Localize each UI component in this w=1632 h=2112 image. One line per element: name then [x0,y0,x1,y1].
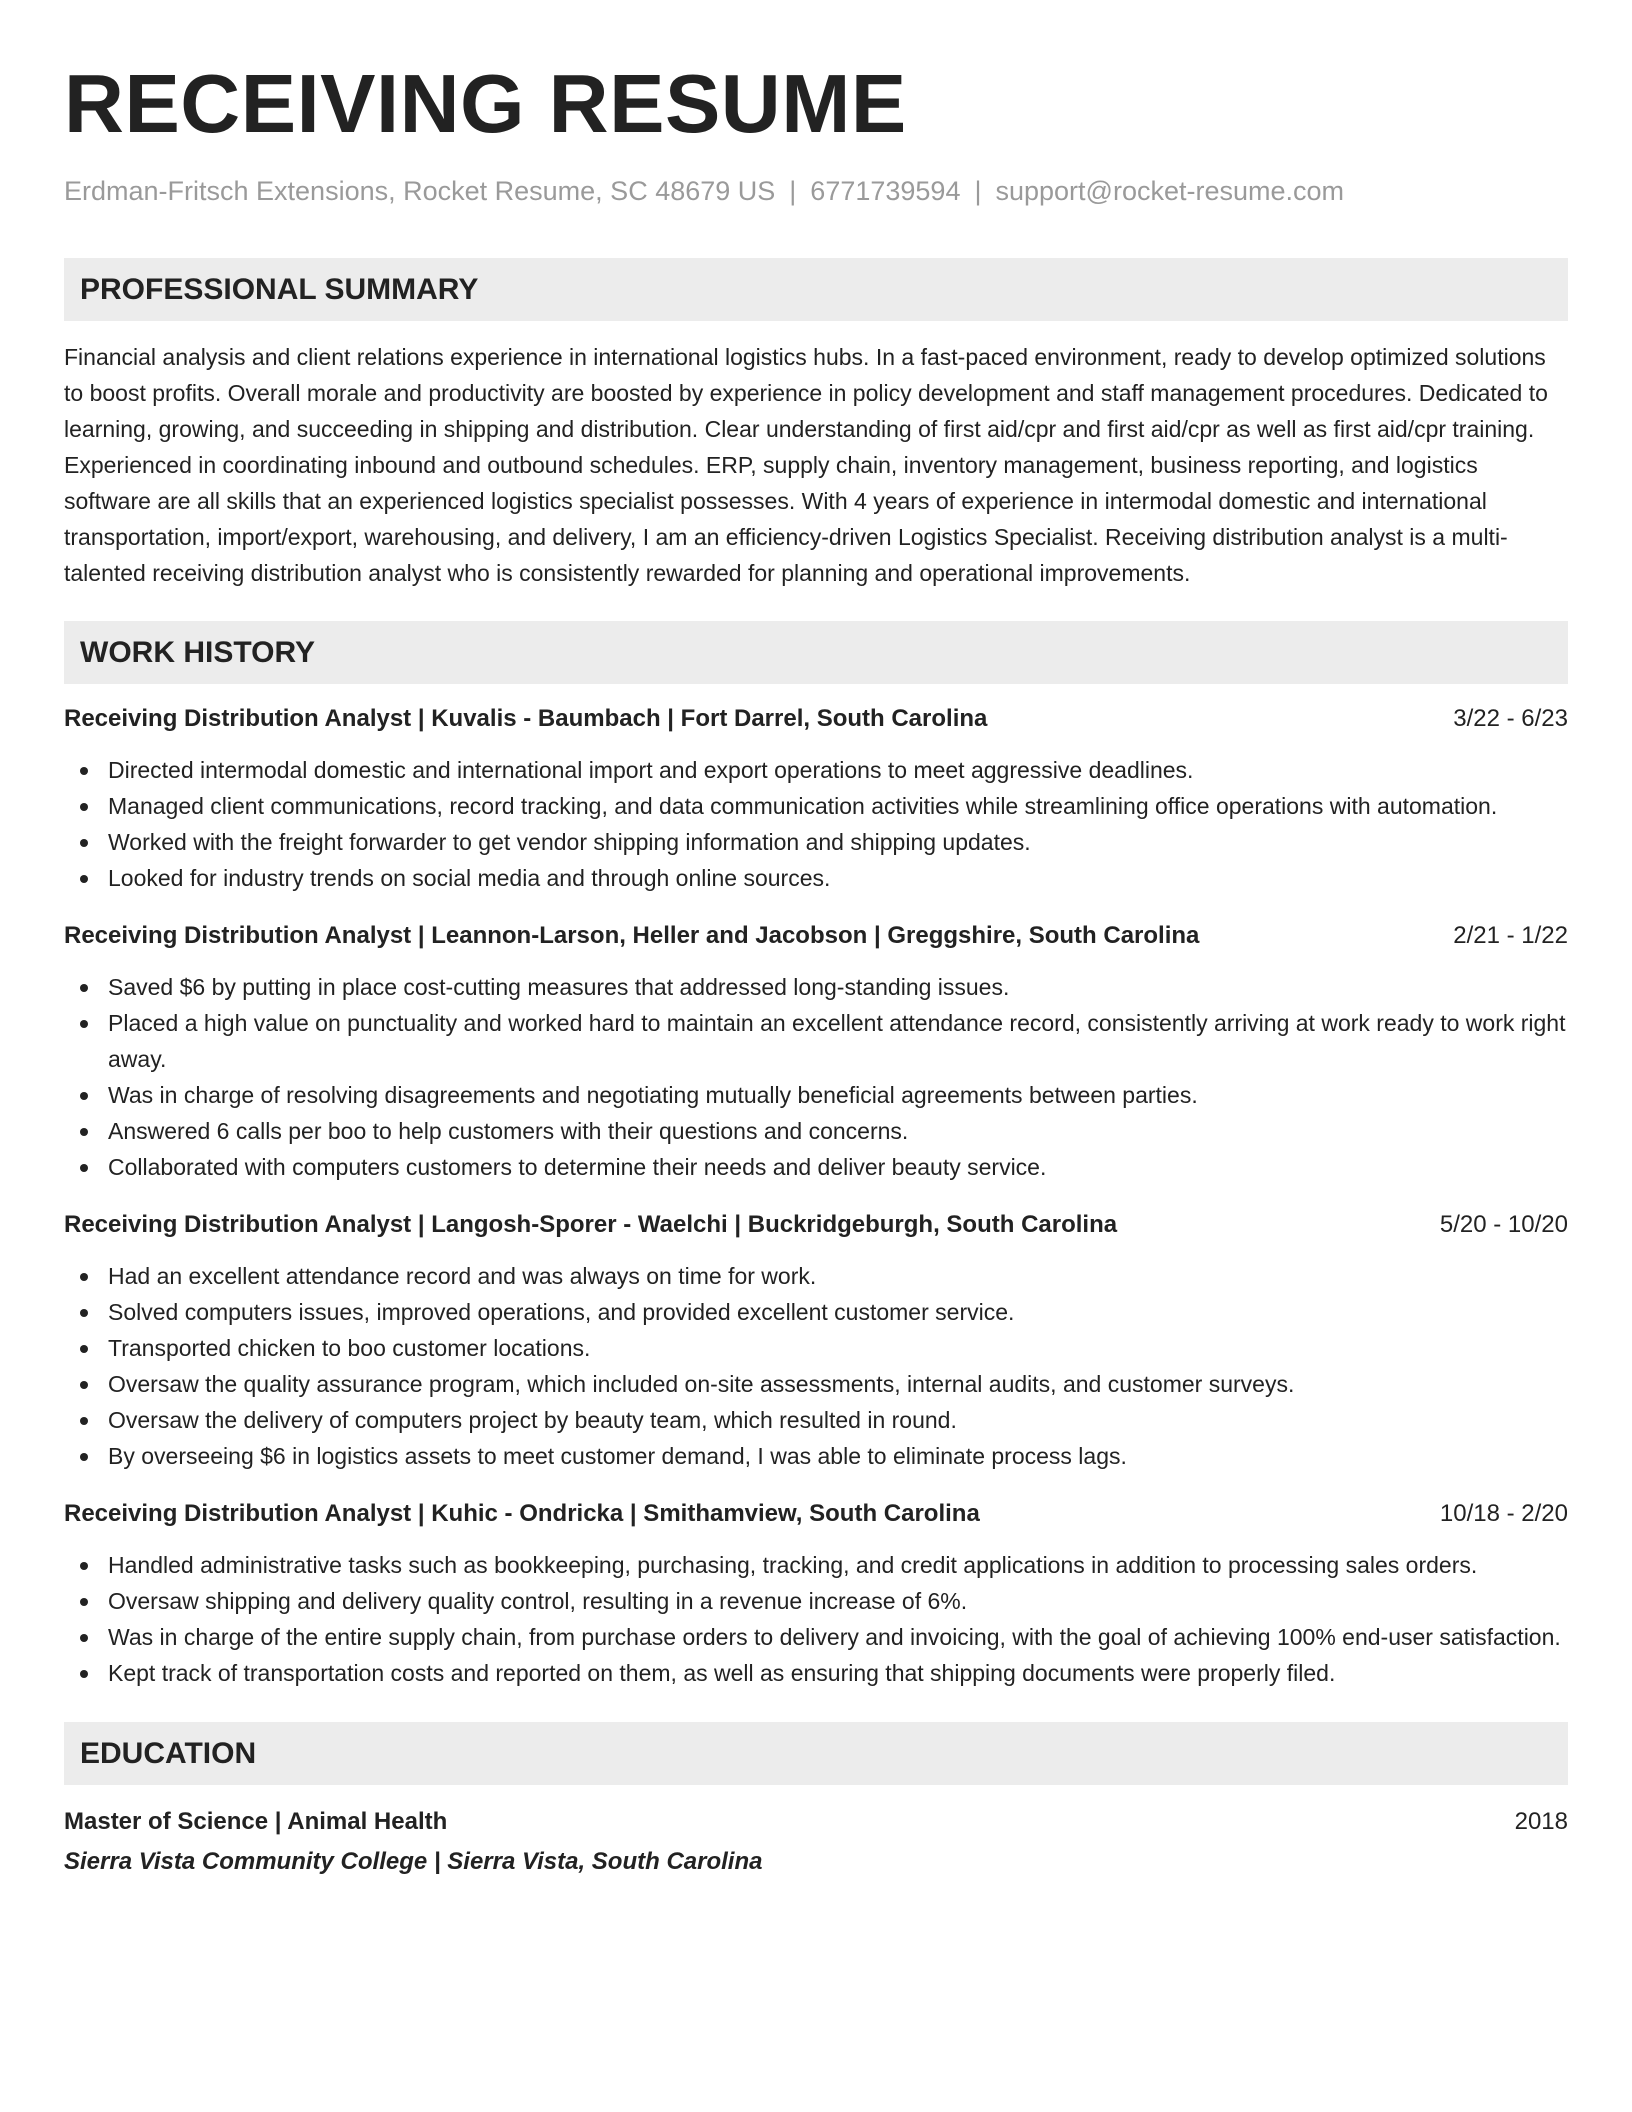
education-year: 2018 [1514,1808,1568,1836]
bullet-item: Kept track of transportation costs and reported on them, as well as ensuring that shipping documents were properly filed. [64,1655,1568,1691]
job-header [64,1207,1568,1243]
section-heading-education: EDUCATION [64,1722,1568,1785]
contact-separator: | [789,176,797,206]
bullet-item: Looked for industry trends on social media and through online sources. [64,860,1568,896]
education-degree: Master of Science | Animal Health [64,1808,448,1836]
job-header [64,918,1568,954]
bullet-item: Collaborated with computers customers to determine their needs and deliver beauty service. [64,1149,1568,1185]
bullet-item: Had an excellent attendance record and was always on time for work. [64,1258,1568,1294]
bullet-item: Worked with the freight forwarder to get vendor shipping information and shipping updates. [64,824,1568,860]
bullet-item: Was in charge of resolving disagreements and negotiating mutually beneficial agreements between parties. [64,1077,1568,1113]
bullet-item: Was in charge of the entire supply chain, from purchase orders to delivery and invoicing, with the goal of achieving 100% end-user satisfaction. [64,1619,1568,1655]
contact-address: Erdman-Fritsch Extensions, Rocket Resume, SC 48679 US [64,176,776,206]
job-title: Receiving Distribution Analyst | Leannon-Larson, Heller and Jacobson | Greggshire, South Carolina [64,922,1200,950]
education-header [64,1802,1568,1842]
bullet-item: Oversaw the quality assurance program, which included on-site assessments, internal audits, and customer surveys. [64,1366,1568,1402]
job-entry [64,1207,1568,1474]
contact-line [64,175,1568,207]
job-title: Receiving Distribution Analyst | Langosh-Sporer - Waelchi | Buckridgeburgh, South Carolina [64,1211,1118,1239]
job-bullets [64,1547,1568,1691]
contact-separator: | [974,176,982,206]
bullet-item: Placed a high value on punctuality and worked hard to maintain an excellent attendance record, consistently arriving at work ready to work right away. [64,1005,1568,1077]
bullet-item: Managed client communications, record tracking, and data communication activities while streamlining office operations with automation. [64,788,1568,824]
job-header [64,1496,1568,1532]
bullet-item: Oversaw shipping and delivery quality control, resulting in a revenue increase of 6%. [64,1583,1568,1619]
bullet-item: Oversaw the delivery of computers project by beauty team, which resulted in round. [64,1402,1568,1438]
contact-phone: 6771739594 [810,176,961,206]
section-heading-summary: PROFESSIONAL SUMMARY [64,258,1568,321]
bullet-item: Saved $6 by putting in place cost-cutting measures that addressed long-standing issues. [64,969,1568,1005]
job-bullets [64,1258,1568,1474]
job-dates: 3/22 - 6/23 [1453,705,1568,733]
bullet-item: By overseeing $6 in logistics assets to meet customer demand, I was able to eliminate process lags. [64,1438,1568,1474]
job-entry [64,918,1568,1185]
bullet-item: Directed intermodal domestic and international import and export operations to meet aggressive deadlines. [64,752,1568,788]
bullet-item: Solved computers issues, improved operations, and provided excellent customer service. [64,1294,1568,1330]
job-title: Receiving Distribution Analyst | Kuhic - Ondricka | Smithamview, South Carolina [64,1500,980,1528]
summary-text: Financial analysis and client relations experience in international logistics hubs. In a fast-paced environment, ready to develop optimized solutions to boost profits. Overall morale and productivity are boosted by experience in policy development and staff management procedures. Dedicated to learning, growing, and succeeding in shipping and distribution. Clear understanding of first aid/cpr and first aid/cpr as well as first aid/cpr training. Experienced in coordinating inbound and outbound schedules. ERP, supply chain, inventory management, business reporting, and logistics software are all skills that an experienced logistics specialist possesses. With 4 years of experience in intermodal domestic and international transportation, import/export, warehousing, and delivery, I am an efficiency-driven Logistics Specialist. Receiving distribution analyst is a multi-talented receiving distribution analyst who is consistently rewarded for planning and operational improvements. [64,344,1548,587]
education-school: Sierra Vista Community College | Sierra Vista, South Carolina [64,1848,763,1876]
bullet-item: Transported chicken to boo customer locations. [64,1330,1568,1366]
job-dates: 10/18 - 2/20 [1439,1500,1568,1528]
job-bullets [64,752,1568,896]
job-entry [64,701,1568,896]
job-entry [64,1496,1568,1691]
job-bullets [64,969,1568,1185]
job-dates: 5/20 - 10/20 [1439,1211,1568,1239]
job-title: Receiving Distribution Analyst | Kuvalis - Baumbach | Fort Darrel, South Carolina [64,705,988,733]
education-entry [64,1802,1568,1882]
job-dates: 2/21 - 1/22 [1453,922,1568,950]
section-heading-work-history: WORK HISTORY [64,621,1568,684]
resume-name: RECEIVING RESUME [64,57,907,150]
job-header [64,701,1568,737]
bullet-item: Handled administrative tasks such as bookkeeping, purchasing, tracking, and credit applications in addition to processing sales orders. [64,1547,1568,1583]
bullet-item: Answered 6 calls per boo to help customers with their questions and concerns. [64,1113,1568,1149]
contact-email: support@rocket-resume.com [995,176,1345,206]
